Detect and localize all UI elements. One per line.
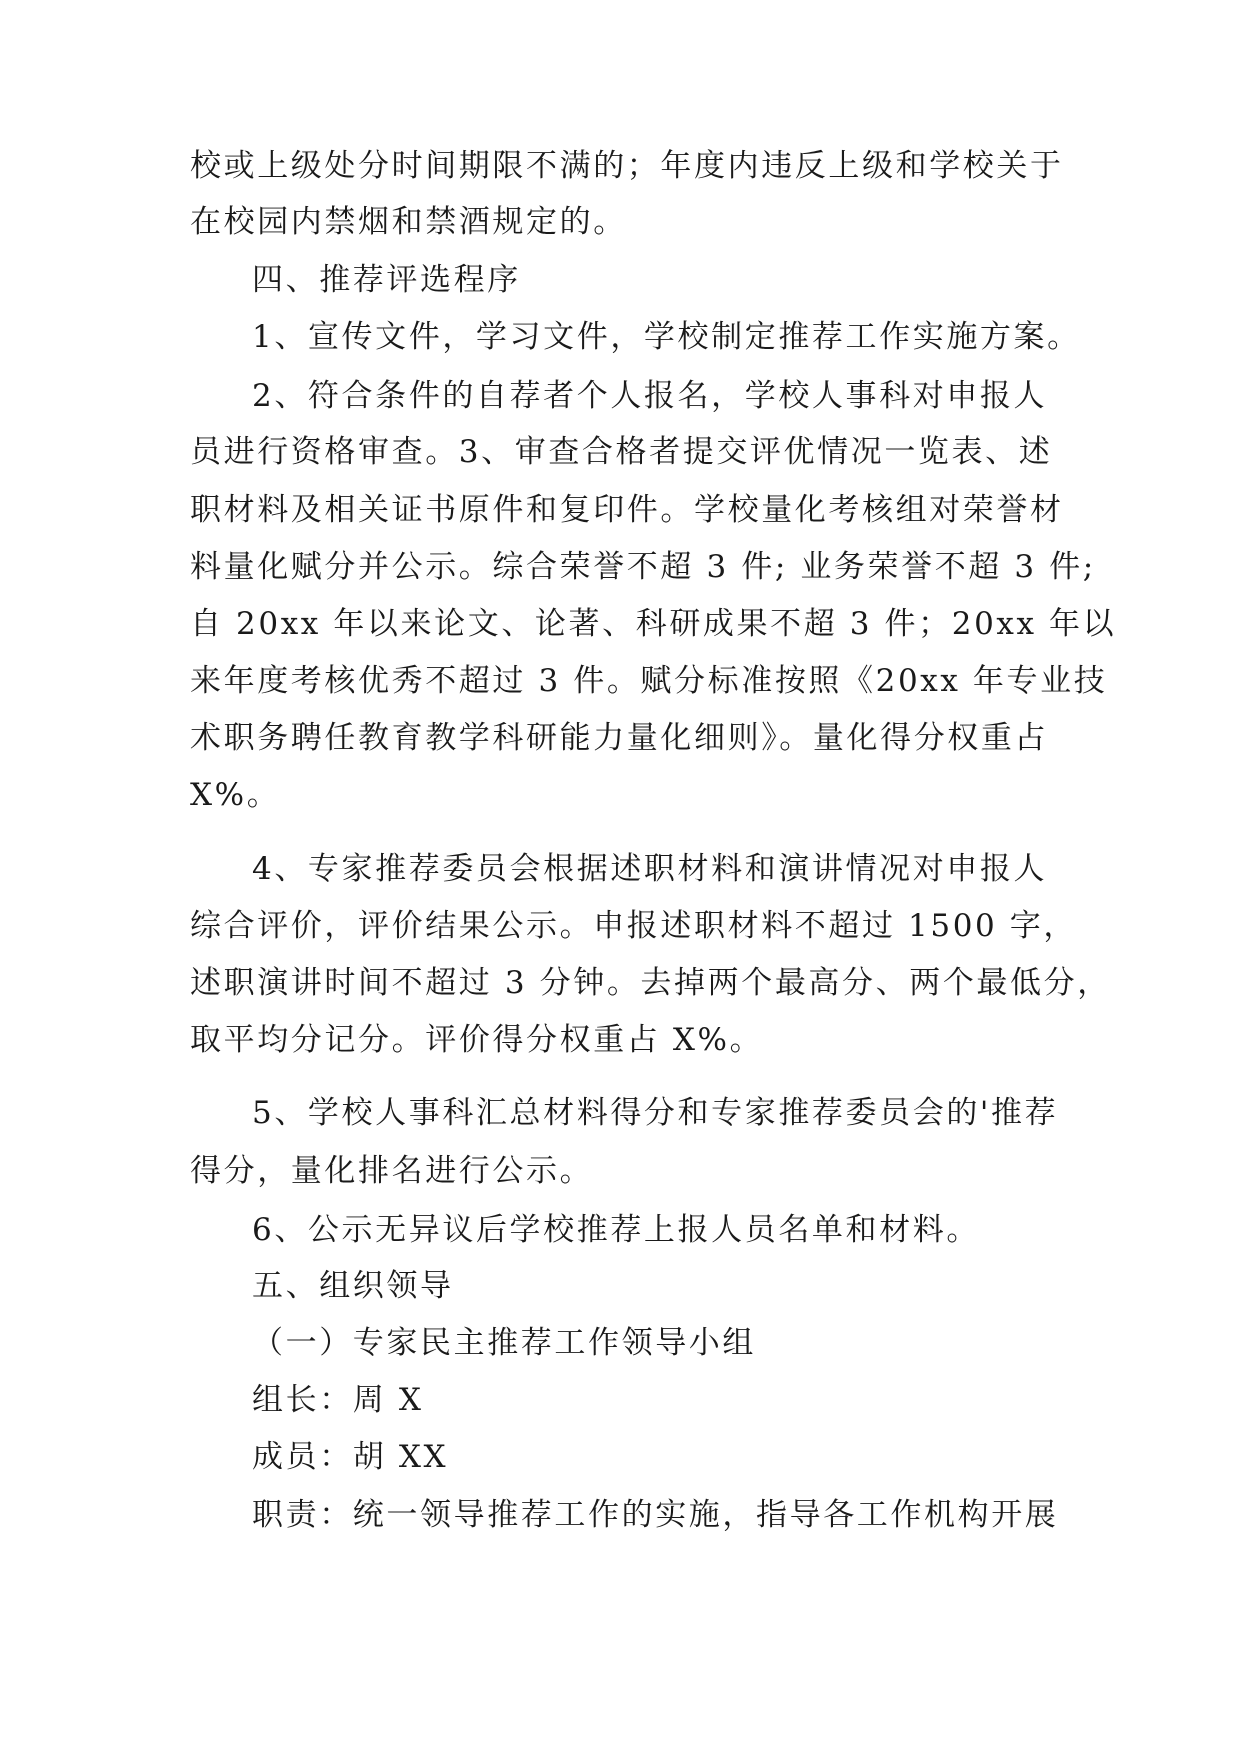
paragraph-line: 2、符合条件的自荐者个人报名，学校人事科对申报人 <box>252 378 1048 414</box>
paragraph-line: 得分，量化排名进行公示。 <box>190 1153 594 1189</box>
paragraph-line: 成员：胡 XX <box>252 1439 449 1475</box>
paragraph-line: 来年度考核优秀不超过 3 件。赋分标准按照《20xx 年专业技 <box>190 663 1108 699</box>
paragraph-line: 员进行资格审查。3、审查合格者提交评优情况一览表、述 <box>190 434 1053 470</box>
paragraph-line: 综合评价，评价结果公示。申报述职材料不超过 1500 字， <box>190 908 1077 944</box>
subsection-heading: （一）专家民主推荐工作领导小组 <box>252 1325 756 1361</box>
paragraph-line: 术职务聘任教育教学科研能力量化细则》。量化得分权重占 <box>190 720 1049 756</box>
paragraph-line: 1、宣传文件，学习文件，学校制定推荐工作实施方案。 <box>252 319 1081 355</box>
paragraph-line: X%。 <box>190 777 281 813</box>
section-heading: 五、组织领导 <box>252 1268 454 1304</box>
paragraph-line: 取平均分记分。评价得分权重占 X%。 <box>190 1022 764 1058</box>
paragraph-line: 职责：统一领导推荐工作的实施，指导各工作机构开展 <box>252 1497 1059 1533</box>
paragraph-line: 5、学校人事科汇总材料得分和专家推荐委员会的'推荐 <box>252 1095 1059 1131</box>
paragraph-line: 自 20xx 年以来论文、论著、科研成果不超 3 件；20xx 年以 <box>190 606 1117 642</box>
paragraph-line: 在校园内禁烟和禁酒规定的。 <box>190 204 627 240</box>
paragraph-line: 组长：周 X <box>252 1382 424 1418</box>
paragraph-line: 职材料及相关证书原件和复印件。学校量化考核组对荣誉材 <box>190 492 1064 528</box>
section-heading: 四、推荐评选程序 <box>252 262 521 298</box>
paragraph-line: 6、公示无异议后学校推荐上报人员名单和材料。 <box>252 1212 980 1248</box>
paragraph-line: 料量化赋分并公示。综合荣誉不超 3 件; 业务荣誉不超 3 件; <box>190 549 1096 585</box>
paragraph-line: 校或上级处分时间期限不满的；年度内违反上级和学校关于 <box>190 148 1064 184</box>
paragraph-line: 4、专家推荐委员会根据述职材料和演讲情况对申报人 <box>252 851 1048 887</box>
paragraph-line: 述职演讲时间不超过 3 分钟。去掉两个最高分、两个最低分， <box>190 965 1111 1001</box>
